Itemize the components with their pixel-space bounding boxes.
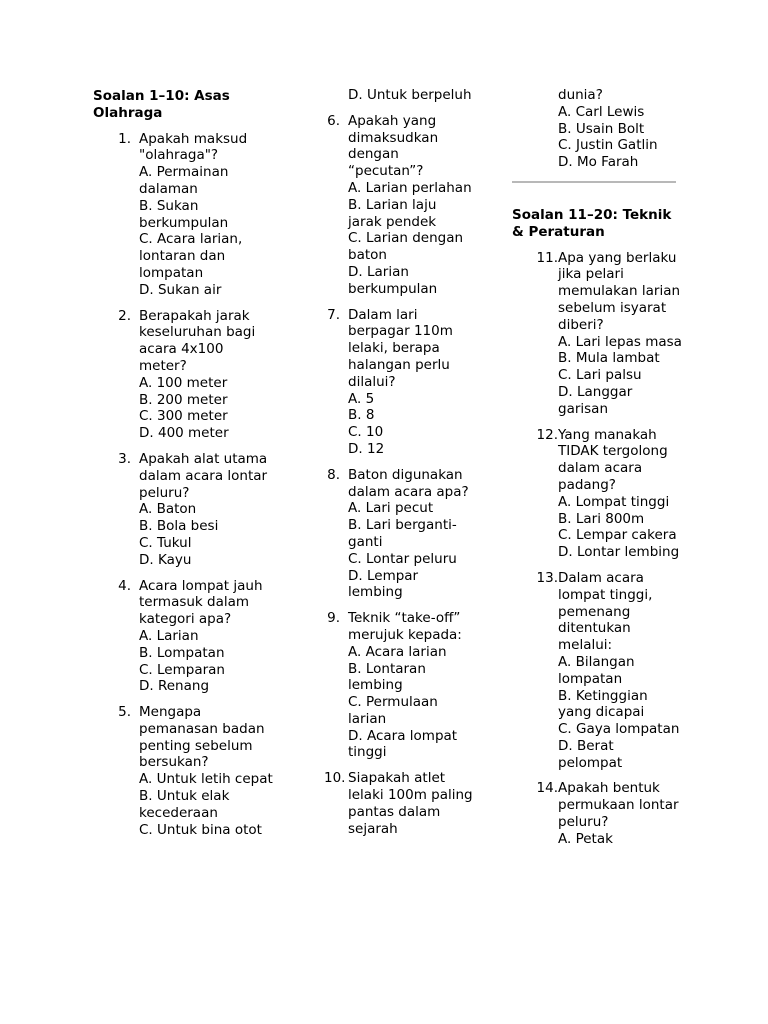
option-a: A. Permainan dalaman	[139, 164, 229, 197]
option-d: D. Lontar lembing	[558, 544, 680, 561]
option-c: C. 300 meter	[139, 408, 228, 425]
option-a: A. Lompat tinggi	[558, 493, 670, 510]
question-number: 1.	[118, 130, 131, 147]
question-number: 7.	[327, 306, 340, 323]
question-number: 6.	[327, 112, 340, 129]
option-b: B. Lari 800m	[558, 510, 645, 527]
question-1	[93, 131, 273, 299]
question-13	[512, 570, 682, 772]
question-number: 8.	[327, 466, 340, 483]
option-a: A. Carl Lewis	[558, 103, 645, 120]
option-c: C. 10	[348, 424, 384, 441]
question-text: Apakah maksud "olahraga"?	[139, 130, 248, 164]
question-9	[324, 610, 474, 761]
option-b: B. Larian laju jarak pendek	[348, 196, 437, 230]
option-b: B. Lompatan	[139, 644, 225, 661]
option-b: B. Lontaran lembing	[348, 660, 426, 694]
option-a: A. 100 meter	[139, 374, 228, 391]
option-a: A. Petak	[558, 830, 613, 847]
option-d: D. Sukan air	[139, 281, 222, 298]
question-number: 3.	[118, 450, 131, 467]
option-b: B. 8	[348, 407, 375, 424]
option-b: B. Untuk elak kecederaan	[139, 788, 230, 821]
option-a: A. Larian perlahan	[348, 179, 472, 196]
question-number: 10.	[324, 770, 346, 787]
question-number: 12.	[536, 426, 558, 443]
question-text: Apakah yang dimaksudkan dengan “pecutan”?	[348, 112, 439, 180]
question-5-continued	[348, 87, 474, 104]
section-divider	[512, 181, 676, 183]
question-number: 2.	[118, 307, 131, 324]
question-8	[324, 467, 474, 601]
option-b: B. Sukan berkumpulan	[139, 197, 229, 231]
option-c: C. Gaya lompatan	[558, 721, 680, 738]
option-c: C. Lontar peluru	[348, 550, 457, 567]
option-a: A. Acara larian	[348, 643, 447, 660]
option-c: C. Larian dengan baton	[348, 230, 464, 264]
question-10-continued	[558, 87, 682, 171]
option-c: C. Lemparan	[139, 661, 225, 678]
question-number: 5.	[118, 704, 131, 721]
question-text: Baton digunakan dalam acara apa?	[348, 466, 469, 500]
option-a: A. 5	[348, 390, 375, 407]
option-d: D. 400 meter	[139, 425, 229, 442]
option-c: C. Lempar cakera	[558, 527, 677, 544]
question-text: Berapakah jarak keseluruhan bagi acara 4x100 meter?	[139, 307, 256, 374]
option-a: A. Lari lepas masa	[558, 333, 682, 350]
option-c: C. Justin Gatlin	[558, 137, 658, 154]
question-text: Teknik “take-off” merujuk kepada:	[348, 610, 462, 643]
option-d: D. Acara lompat tinggi	[348, 727, 458, 761]
option-a: A. Untuk letih cepat	[139, 771, 273, 788]
option-d: D. Mo Farah	[558, 154, 639, 171]
option-a: A. Larian	[139, 627, 199, 644]
option-d: D. Berat pelompat	[558, 737, 623, 771]
question-2	[93, 308, 273, 442]
option-b: B. Mula lambat	[558, 350, 660, 367]
question-14	[512, 780, 682, 847]
column-3	[512, 87, 682, 857]
question-text: Acara lompat jauh termasuk dalam kategori apa?	[139, 577, 263, 628]
question-text-continued: dunia?	[558, 87, 603, 103]
option-d: D. Untuk berpeluh	[348, 87, 472, 103]
question-3	[93, 451, 273, 569]
option-d: D. Lempar lembing	[348, 567, 419, 601]
option-d: D. Kayu	[139, 551, 192, 568]
question-number: 11.	[536, 249, 558, 266]
option-c: C. Permulaan larian	[348, 694, 438, 727]
question-7	[324, 307, 474, 458]
option-b: B. Ketinggian yang dicapai	[558, 687, 648, 721]
question-text: Apakah bentuk permukaan lontar peluru?	[558, 780, 679, 831]
question-4	[93, 578, 273, 696]
option-b: B. 200 meter	[139, 391, 228, 408]
option-c: C. Untuk bina otot	[139, 821, 262, 838]
question-12	[512, 427, 682, 561]
option-d: D. Langgar garisan	[558, 383, 633, 417]
question-text: Mengapa pemanasan badan penting sebelum bersukan?	[139, 704, 265, 771]
question-text: Apakah alat utama dalam acara lontar peluru?	[139, 450, 268, 501]
option-d: D. 12	[348, 440, 385, 457]
option-b: B. Lari berganti-ganti	[348, 517, 457, 550]
question-5	[93, 704, 273, 838]
option-b: B. Usain Bolt	[558, 120, 645, 137]
question-6	[324, 113, 474, 298]
option-a: A. Bilangan lompatan	[558, 653, 635, 687]
question-text: Dalam acara lompat tinggi, pemenang ditentukan melalui:	[558, 569, 653, 654]
question-10	[324, 770, 474, 837]
option-b: B. Bola besi	[139, 518, 219, 535]
option-d: D. Renang	[139, 678, 210, 695]
question-text: Dalam lari berpagar 110m lelaki, berapa halangan perlu dilalui?	[348, 306, 453, 390]
question-text: Siapakah atlet lelaki 100m paling pantas dalam sejarah	[348, 770, 473, 837]
option-d: D. Larian berkumpulan	[348, 263, 438, 297]
question-11	[512, 250, 682, 418]
option-c: C. Lari palsu	[558, 367, 642, 384]
column-2	[324, 87, 474, 846]
section-title-2: Soalan 11–20: Teknik & Peraturan	[512, 206, 672, 240]
question-number: 14.	[536, 780, 558, 797]
column-1	[93, 88, 273, 847]
question-text: Apa yang berlaku jika pelari memulakan larian sebelum isyarat diberi?	[558, 249, 681, 333]
question-number: 4.	[118, 577, 131, 594]
section-title-1: Soalan 1–10: Asas Olahraga	[93, 88, 230, 121]
option-c: C. Acara larian, lontaran dan lompatan	[139, 231, 243, 281]
option-a: A. Baton	[139, 501, 197, 518]
option-a: A. Lari pecut	[348, 500, 434, 517]
question-number: 9.	[327, 610, 340, 627]
option-c: C. Tukul	[139, 534, 192, 551]
question-number: 13.	[536, 569, 558, 586]
question-text: Yang manakah TIDAK tergolong dalam acara padang?	[558, 426, 668, 493]
